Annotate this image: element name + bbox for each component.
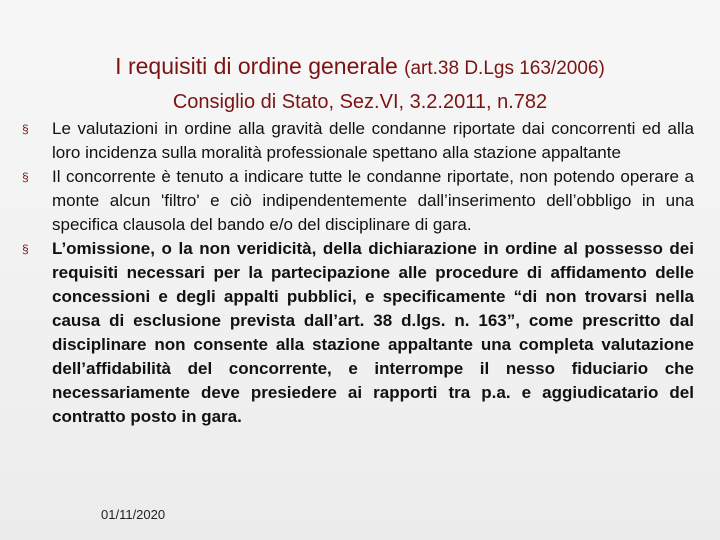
slide-title: [0, 50, 720, 85]
bullet-text-2: Il concorrente è tenuto a indicare tutte le condanne riportate, non potendo operare a monte alcun 'filtro' e ciò indipendentemente dall’inserimento dell’obbligo in una specifica clausola del bando e/o del disciplinare di gara.: [52, 167, 694, 234]
bullet-item-3: [22, 237, 694, 429]
title-reference: (art.38 D.Lgs 163/2006): [404, 58, 605, 79]
footer-date: 01/11/2020: [101, 507, 166, 522]
title-main-text: I requisiti di ordine generale: [115, 53, 398, 79]
bullet-text-1: Le valutazioni in ordine alla gravità delle condanne riportate dai concorrenti ed alla loro incidenza sulla moralità professionale spettano alla stazione appaltante: [52, 119, 694, 162]
slide-subtitle: Consiglio di Stato, Sez.VI, 3.2.2011, n.782: [172, 91, 548, 113]
bullet-list: [22, 117, 694, 429]
bullet-marker-icon: §: [22, 242, 29, 256]
bullet-item-1: [22, 117, 694, 165]
bullet-marker-icon: §: [22, 122, 29, 136]
bullet-text-3: L’omissione, o la non veridicità, della dichiarazione in ordine al possesso dei requisiti necessari per la partecipazione alle procedure di affidamento delle concessioni e degli appalti pubblici, e specificamente “di non trovarsi nella causa di esclusione prevista dall’art. 38 d.lgs. n. 163”, come prescritto dal disciplinare non consente alla stazione appaltante una completa valutazione dell’affidabilità del concorrente, e interrompe il nesso fiduciario che necessariamente deve presiedere ai rapporti tra p.a. e aggiudicatario del contratto posto in gara.: [52, 239, 694, 426]
bullet-marker-icon: §: [22, 170, 29, 184]
bullet-item-2: [22, 165, 694, 237]
title-block: [0, 50, 720, 117]
